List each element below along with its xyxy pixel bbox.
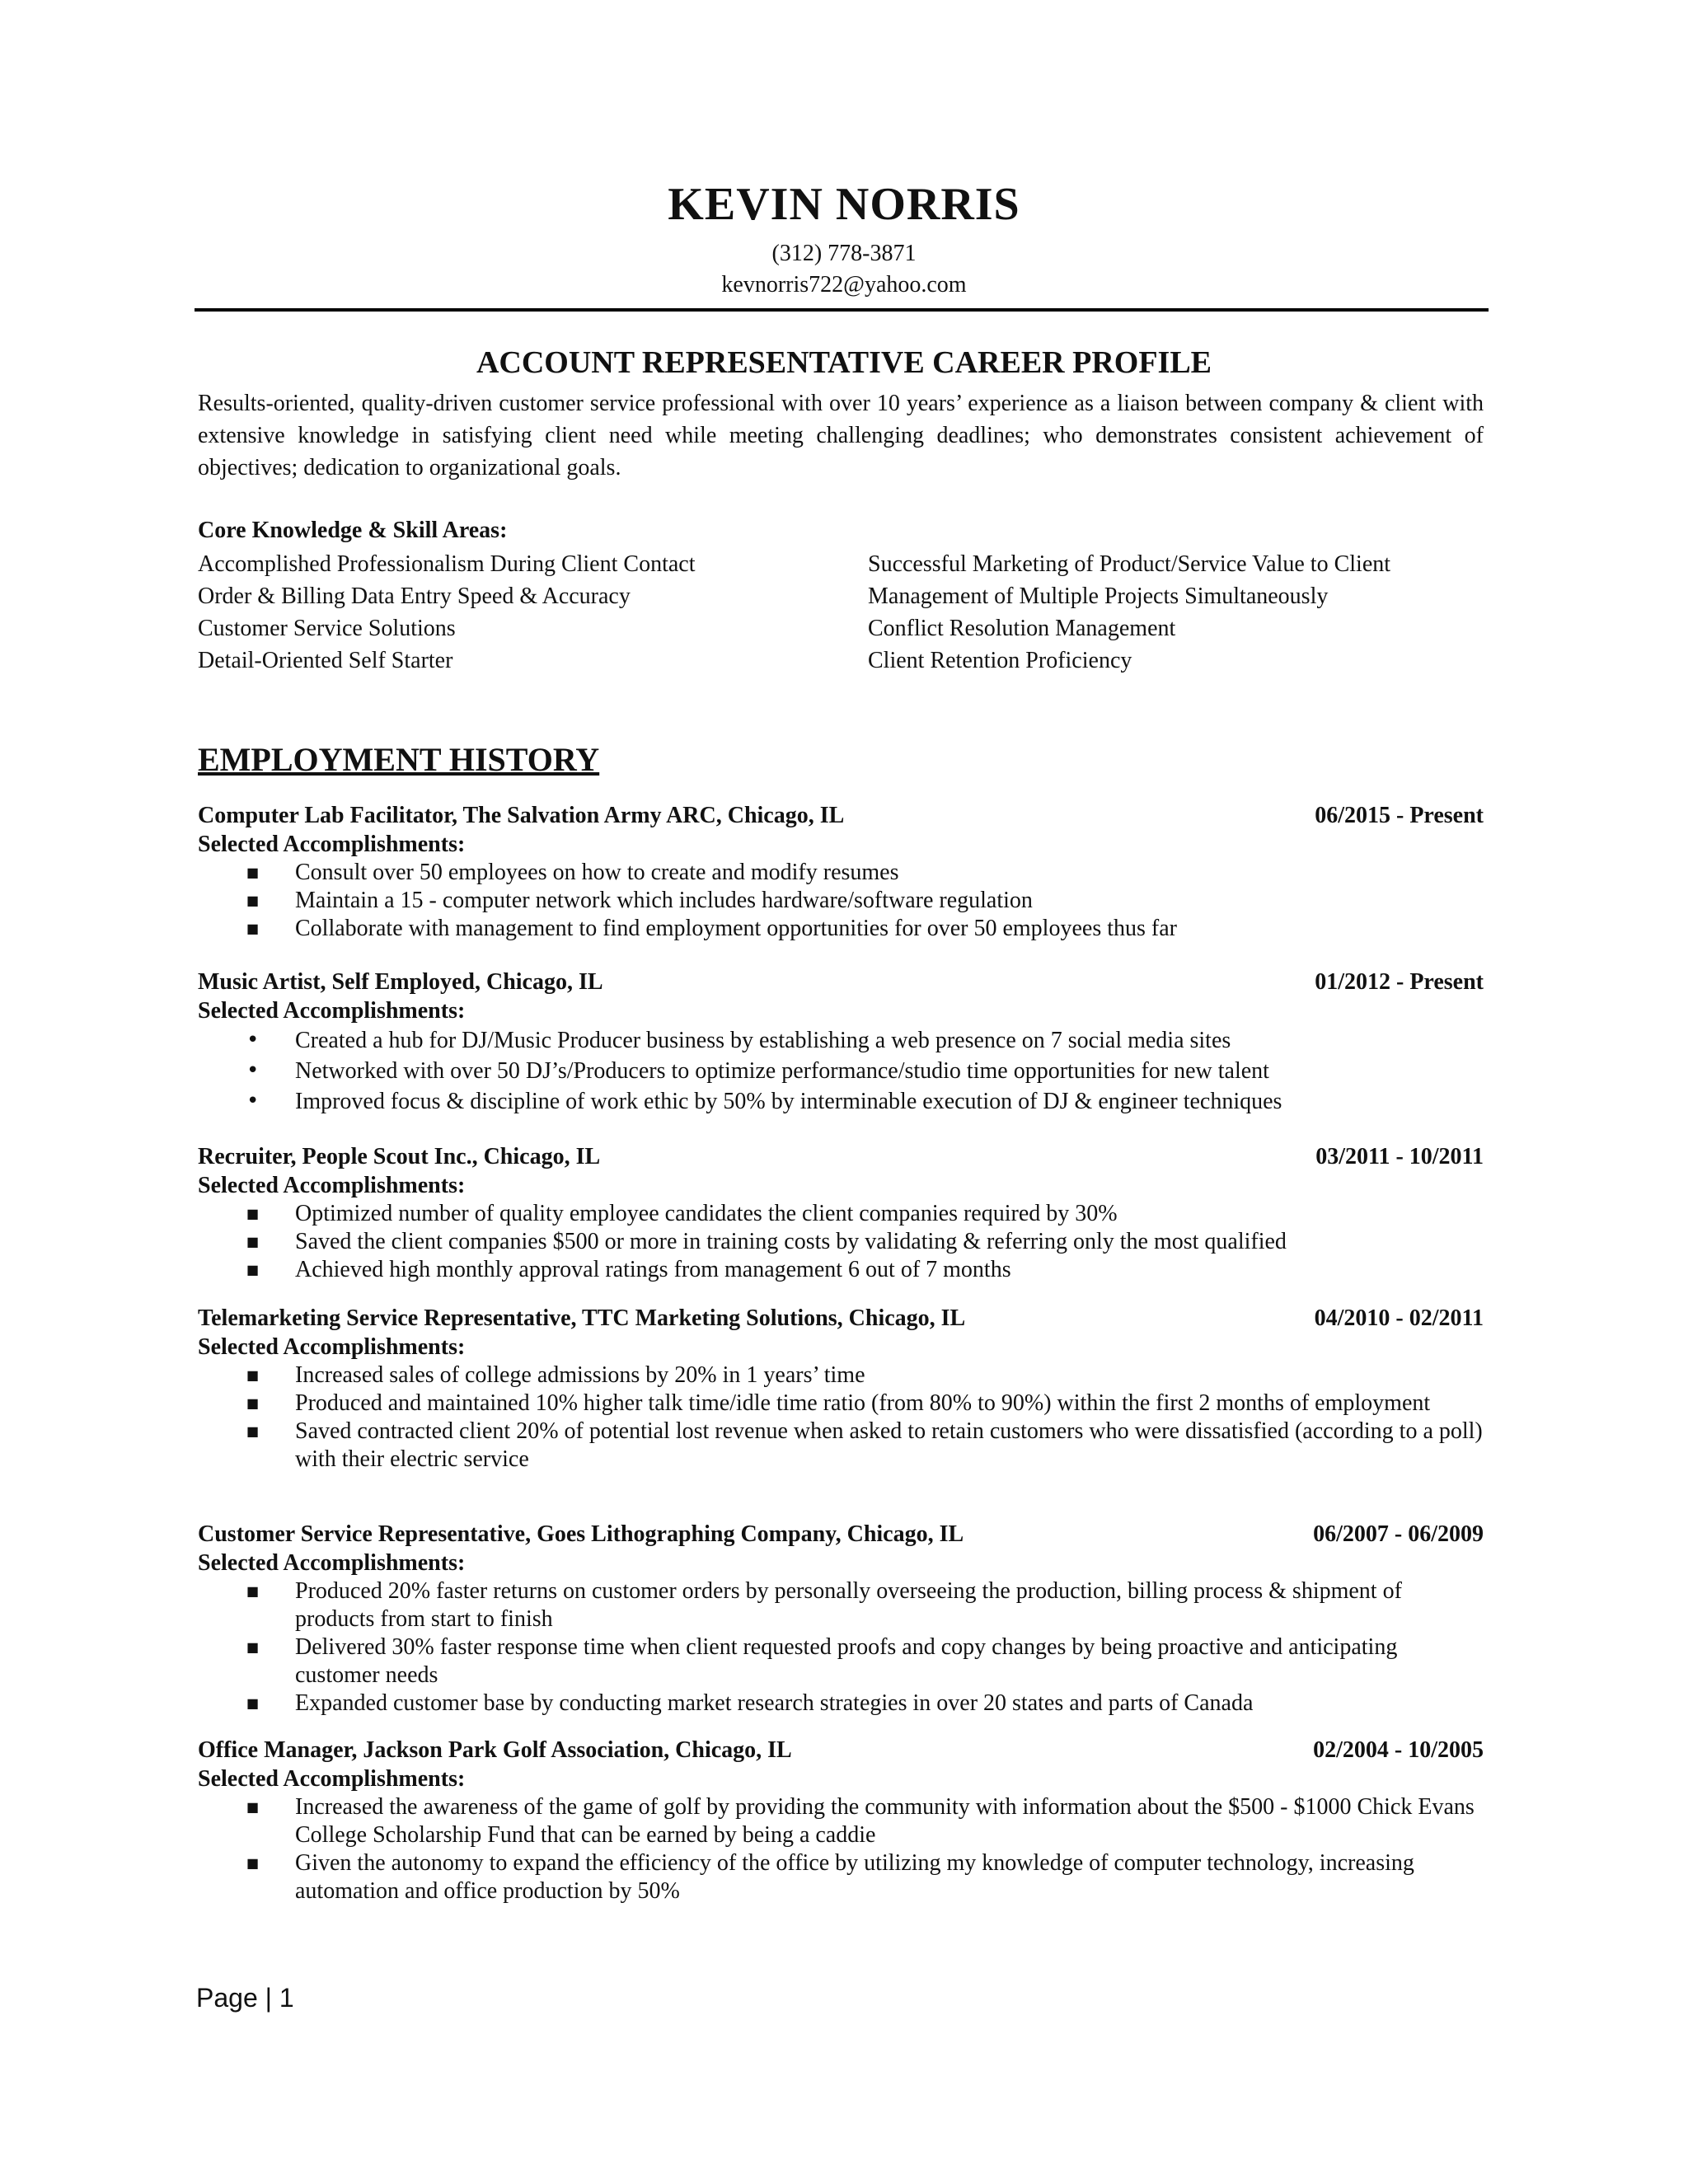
job-dates: 04/2010 - 02/2011 (1314, 1305, 1484, 1331)
accomplishments-list (198, 859, 1484, 943)
round-bullet-icon: • (246, 1028, 260, 1052)
list-item (198, 1633, 1484, 1690)
square-bullet-icon: ■ (246, 1423, 260, 1439)
skills-right-column (868, 548, 1390, 677)
accomplishment-text: Networked with over 50 DJ’s/Producers to optimize performance/studio time opportunities for new talent (295, 1058, 1269, 1084)
list-item (198, 1228, 1484, 1256)
accomplishments-list (198, 1025, 1484, 1117)
job-header (198, 1737, 1484, 1765)
accomplishment-text: Delivered 30% faster response time when client requested proofs and copy changes by being proactive and anticipating customer needs (295, 1634, 1398, 1688)
skill-item: Successful Marketing of Product/Service Value to Client (868, 551, 1391, 577)
skill-item: Conflict Resolution Management (868, 616, 1176, 641)
accomplishments-list (198, 1361, 1484, 1474)
list-item (198, 1025, 1484, 1056)
list-item (198, 1577, 1484, 1633)
square-bullet-icon: ■ (246, 1395, 260, 1411)
accomplishment-text: Achieved high monthly approval ratings from management 6 out of 7 months (295, 1257, 1011, 1282)
round-bullet-icon: • (246, 1089, 260, 1113)
accomplishments-list (198, 1793, 1484, 1905)
square-bullet-icon: ■ (246, 1583, 260, 1599)
accomplishments-label: Selected Accomplishments: (198, 832, 466, 857)
square-bullet-icon: ■ (246, 1855, 260, 1871)
accomplishment-text: Saved the client companies $500 or more in training costs by validating & referring only the most qualified (295, 1229, 1287, 1254)
accomplishment-text: Collaborate with management to find employment opportunities for over 50 employees thus far (295, 916, 1177, 941)
skills-left-column (198, 548, 695, 677)
job-title: Customer Service Representative, Goes Lithographing Company, Chicago, IL (198, 1521, 964, 1547)
list-item (198, 1086, 1484, 1117)
accomplishment-text: Consult over 50 employees on how to create and modify resumes (295, 860, 899, 885)
accomplishment-text: Improved focus & discipline of work ethic by 50% by interminable execution of DJ & engineer techniques (295, 1089, 1282, 1114)
job-header (198, 803, 1484, 831)
job-header (198, 1305, 1484, 1333)
square-bullet-icon: ■ (246, 1799, 260, 1815)
page-number: Page | 1 (196, 1983, 294, 2013)
accomplishment-text: Expanded customer base by conducting market research strategies in over 20 states and parts of Canada (295, 1690, 1254, 1716)
skill-item: Detail-Oriented Self Starter (198, 648, 453, 673)
profile-title: ACCOUNT REPRESENTATIVE CAREER PROFILE (476, 345, 1212, 380)
list-item (198, 1056, 1484, 1086)
list-item (198, 1418, 1484, 1474)
accomplishment-text: Increased the awareness of the game of golf by providing the community with information about the $500 - $1000 Chick Evans College Scholarship Fund that can be earned by being a caddie (295, 1794, 1475, 1848)
square-bullet-icon: ■ (246, 1206, 260, 1221)
accomplishments-label: Selected Accomplishments: (198, 1550, 466, 1576)
skill-item: Management of Multiple Projects Simultaneously (868, 583, 1329, 609)
accomplishments-label: Selected Accomplishments: (198, 1334, 466, 1360)
accomplishment-text: Maintain a 15 - computer network which includes hardware/software regulation (295, 888, 1033, 913)
accomplishment-text: Produced 20% faster returns on customer orders by personally overseeing the production, billing process & shipment of products from start to finish (295, 1578, 1402, 1632)
applicant-name: KEVIN NORRIS (668, 179, 1020, 230)
accomplishment-text: Increased sales of college admissions by 20% in 1 years’ time (295, 1362, 865, 1388)
list-item (198, 1361, 1484, 1390)
job-header (198, 1144, 1484, 1172)
square-bullet-icon: ■ (246, 1262, 260, 1277)
job-dates: 01/2012 - Present (1315, 969, 1484, 995)
accomplishments-list (198, 1200, 1484, 1284)
skills-heading: Core Knowledge & Skill Areas: (198, 518, 508, 543)
square-bullet-icon: ■ (246, 1234, 260, 1249)
accomplishments-label: Selected Accomplishments: (198, 1766, 466, 1792)
square-bullet-icon: ■ (246, 1695, 260, 1711)
job-title: Music Artist, Self Employed, Chicago, IL (198, 969, 603, 995)
accomplishments-label: Selected Accomplishments: (198, 998, 466, 1024)
square-bullet-icon: ■ (246, 865, 260, 880)
accomplishment-text: Given the autonomy to expand the efficiency of the office by utilizing my knowledge of computer technology, increasing automation and office production by 50% (295, 1850, 1414, 1904)
square-bullet-icon: ■ (246, 1367, 260, 1383)
list-item (198, 887, 1484, 915)
list-item (198, 1849, 1484, 1905)
job-entry (198, 1737, 1484, 1905)
job-header (198, 969, 1484, 997)
round-bullet-icon: • (246, 1058, 260, 1083)
list-item (198, 1390, 1484, 1418)
job-dates: 06/2015 - Present (1315, 803, 1484, 828)
job-entry (198, 1521, 1484, 1718)
employment-heading: EMPLOYMENT HISTORY (198, 741, 600, 778)
list-item (198, 915, 1484, 943)
list-item (198, 1256, 1484, 1284)
job-entry (198, 969, 1484, 1117)
skill-item: Customer Service Solutions (198, 616, 456, 641)
list-item (198, 1690, 1484, 1718)
job-title: Telemarketing Service Representative, TTC Marketing Solutions, Chicago, IL (198, 1305, 966, 1331)
email-address: kevnorris722@yahoo.com (721, 272, 967, 298)
accomplishment-text: Produced and maintained 10% higher talk time/idle time ratio (from 80% to 90%) within the first 2 months of employment (295, 1390, 1431, 1416)
job-dates: 03/2011 - 10/2011 (1315, 1144, 1484, 1169)
job-title: Recruiter, People Scout Inc., Chicago, IL (198, 1144, 601, 1169)
list-item (198, 1793, 1484, 1849)
accomplishment-text: Optimized number of quality employee candidates the client companies required by 30% (295, 1201, 1118, 1226)
job-dates: 02/2004 - 10/2005 (1313, 1737, 1484, 1763)
skill-item: Order & Billing Data Entry Speed & Accuracy (198, 583, 631, 609)
square-bullet-icon: ■ (246, 1639, 260, 1655)
square-bullet-icon: ■ (246, 893, 260, 908)
profile-summary: Results-oriented, quality-driven customer service professional with over 10 years’ experience as a liaison between company & client with extensive knowledge in satisfying client need while meeting challenging deadlines; who demonstrates consistent achievement of objectives; dedication to organizational goals. (198, 391, 1484, 480)
job-dates: 06/2007 - 06/2009 (1313, 1521, 1484, 1547)
skill-item: Client Retention Proficiency (868, 648, 1132, 673)
job-header (198, 1521, 1484, 1549)
job-entry (198, 1305, 1484, 1474)
list-item (198, 859, 1484, 887)
job-title: Computer Lab Facilitator, The Salvation Army ARC, Chicago, IL (198, 803, 845, 828)
list-item (198, 1200, 1484, 1228)
skill-item: Accomplished Professionalism During Client Contact (198, 551, 696, 577)
phone-number: (312) 778-3871 (771, 241, 917, 266)
job-entry (198, 803, 1484, 943)
accomplishments-list (198, 1577, 1484, 1718)
accomplishment-text: Created a hub for DJ/Music Producer business by establishing a web presence on 7 social media sites (295, 1028, 1231, 1053)
header-divider (195, 308, 1489, 312)
accomplishments-label: Selected Accomplishments: (198, 1173, 466, 1198)
accomplishment-text: Saved contracted client 20% of potential lost revenue when asked to retain customers who were dissatisfied (according to a poll) with their electric service (295, 1418, 1483, 1472)
job-title: Office Manager, Jackson Park Golf Association, Chicago, IL (198, 1737, 792, 1763)
square-bullet-icon: ■ (246, 921, 260, 936)
job-entry (198, 1144, 1484, 1284)
